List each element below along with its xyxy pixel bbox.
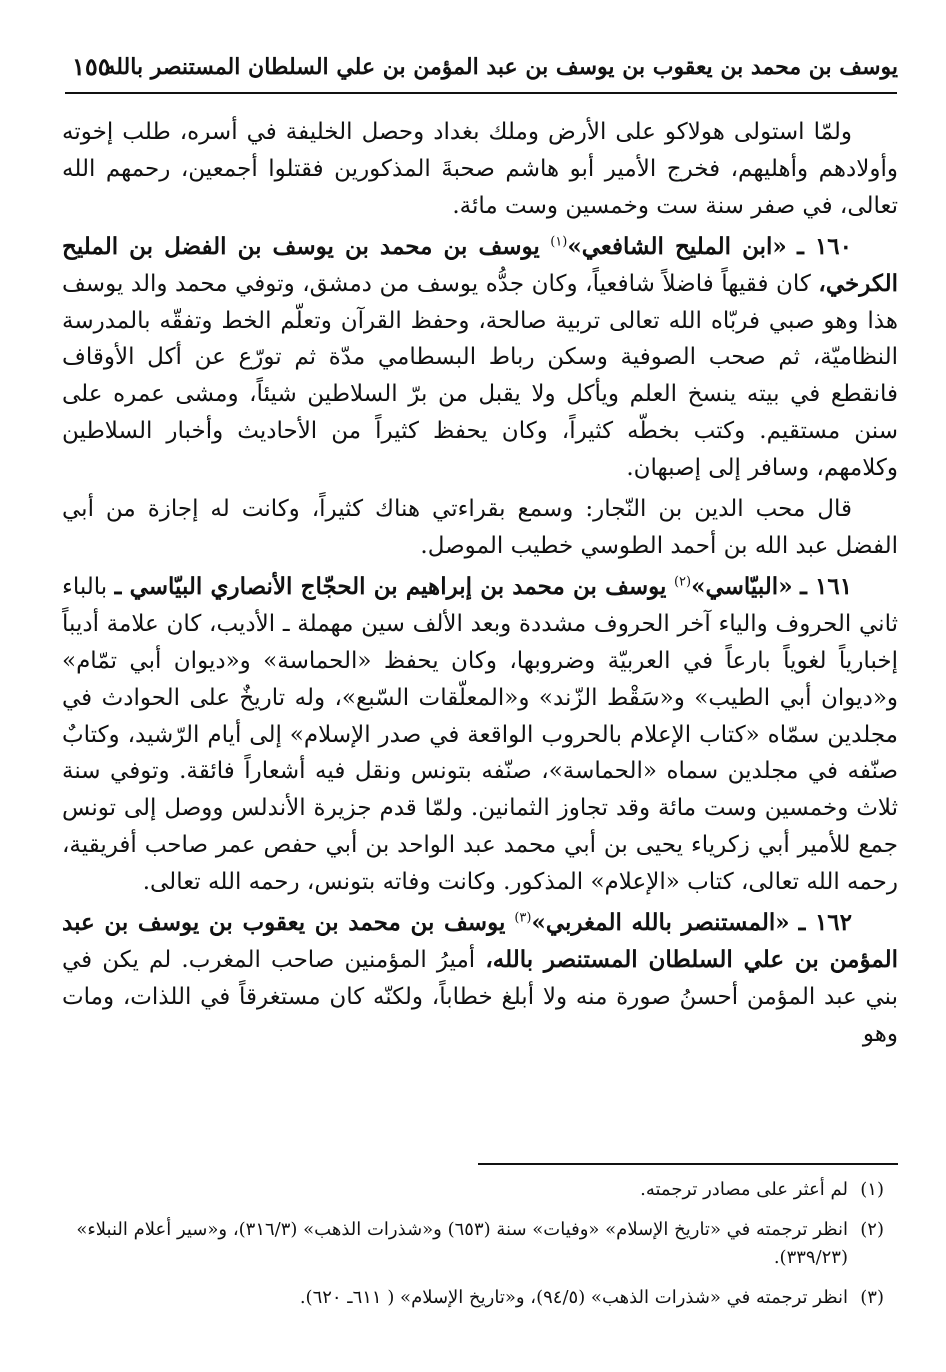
- footnote-marker: (١): [550, 234, 568, 250]
- entry-161: [62, 569, 898, 901]
- footnote-text: انظر ترجمته في «شذرات الذهب» (٩٤/٥)، و«تاريخ الإسلام» ( ٦١١ـ ٦٢٠).: [299, 1287, 848, 1308]
- running-title: يوسف بن محمد بن يعقوب بن يوسف بن عبد المؤمن بن علي السلطان المستنصر بالله: [104, 54, 898, 80]
- entry-text: كان فقيهاً فاضلاً شافعياً، وكان جدُّه يوسف من دمشق، وتوفي محمد والد يوسف هذا وهو صبي فربّاه الله تعالى تربية صالحة، وحفظ القرآن وتعلّم الخط وتفقّه بالمدرسة النظاميّة، ثم صحب الصوفية وسكن رباط البسطامي مدّة ثم تورّع عن أكل الأوقاف فانقطع في بيته ينسخ العلم ويأكل ولا يقبل من برّ السلاطين شيئاً، ومشى عمره على سنن مستقيم. وكتب بخطّه كثيراً، وكان يحفظ كثيراً من الأحاديث وأخبار السلاطين وكلامهم، وسافر إلى إصبهان.: [62, 270, 898, 482]
- footnote-text: لم أعثر على مصادر ترجمته.: [640, 1179, 848, 1200]
- page-number: ١٥٥: [72, 52, 111, 81]
- paragraph-continuation: ولمّا استولى هولاكو على الأرض وملك بغداد وحصل الخليفة في أسره، طلب إخوته وأولادهم وأهليهم، فخرج الأمير أبو هاشم صحبةَ المذكورين فقتلوا أجمعين، رحمهم الله تعالى، في صفر سنة ست وخمسين وست مائة.: [62, 119, 898, 219]
- footnote-marker: (٣): [514, 910, 532, 926]
- entry-number: ١٦٠ ـ: [797, 232, 852, 260]
- entry-160: [62, 229, 898, 487]
- footnote-number: (١): [860, 1179, 884, 1200]
- footnote-item: [62, 1176, 898, 1204]
- entry-nickname: «المستنصر بالله المغربي»: [531, 909, 790, 937]
- footnote-item: [62, 1216, 898, 1272]
- header-rule: [65, 92, 897, 94]
- footnotes: [62, 1176, 898, 1324]
- entry-name: يوسف بن محمد بن يعقوب بن يوسف بن عبد المؤمن بن علي السلطان المستنصر بالله،: [62, 909, 899, 973]
- running-header: [62, 50, 898, 90]
- entry-nickname: «البيّاسي»: [691, 572, 793, 600]
- paragraph-quote: قال محب الدين بن النّجار: وسمع بقراءتي هناك كثيراً، وكانت له إجازة من أبي الفضل عبد الله بن أحمد الطوسي خطيب الموصل.: [62, 496, 898, 559]
- footnote-item: [62, 1284, 898, 1312]
- entry-number: ١٦٢ ـ: [798, 909, 852, 937]
- entry-162: [62, 905, 898, 1053]
- footnote-rule: [478, 1163, 898, 1165]
- footnote-text: انظر ترجمته في «تاريخ الإسلام» «وفيات» سنة (٦٥٣) و«شذرات الذهب» (٣١٦/٣)، و«سير أعلام النبلاء» (٣٣٩/٢٣).: [76, 1219, 848, 1268]
- entry-text: بالباء ثاني الحروف والياء آخر الحروف مشددة وبعد الألف سين مهملة ـ الأديب، كان علامة أديباً إخبارياً لغوياً بارعاً في العربيّة وضروبها، وكان يحفظ «الحماسة» و«ديوان أبي تمّام» و«ديوان أبي الطيب» و«سَقْط الزّند» و«المعلّقات السّبع»، وله تاريخٌ على الحوادث في مجلدين سمّاه «كتاب الإعلام بالحروب الواقعة في صدر الإسلام» إلى أيام الرّشيد، وكتابٌ صنّفه في مجلدين سماه «الحماسة»، صنّفه بتونس ونقل فيه أشعاراً فائقة. وتوفي سنة ثلاث وخمسين وست مائة وقد تجاوز الثمانين. ولمّا قدم جزيرة الأندلس ووصل إلى تونس جمع للأمير أبي زكرياء يحيى بن أبي محمد عبد الواحد بن أبي حفص عمر صاحب أفريقية، رحمه الله تعالى، كتاب «الإعلام» المذكور. وكانت وفاته بتونس، رحمه الله تعالى.: [62, 573, 898, 896]
- entry-nickname: «ابن المليح الشافعي»: [567, 232, 787, 260]
- entry-name: يوسف بن محمد بن يوسف بن الفضل بن المليح الكرخي،: [62, 232, 899, 297]
- footnote-number: (٢): [860, 1219, 884, 1240]
- footnote-marker: (٢): [673, 574, 692, 590]
- entry-name: يوسف بن محمد بن إبراهيم بن الحجّاج الأنصاري البيّاسي ـ: [114, 572, 667, 600]
- entry-number: ١٦١ ـ: [800, 572, 853, 600]
- footnote-number: (٣): [860, 1287, 884, 1308]
- main-text: [62, 114, 898, 1057]
- entry-text: أميرُ المؤمنين صاحب المغرب. لم يكن في بني عبد المؤمن أحسنُ صورة منه ولا أبلغ خطاباً، ولكنّه كان مستغرقاً في اللذات، ومات وهو: [62, 946, 898, 1047]
